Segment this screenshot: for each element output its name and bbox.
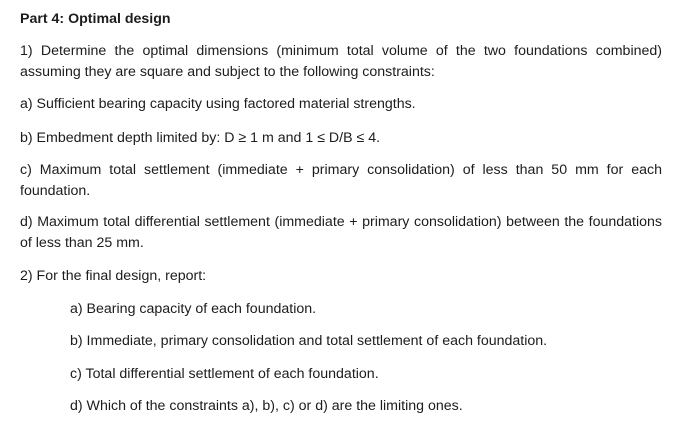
constraint-b: b) Embedment depth limited by: D ≥ 1 m and 1 ≤ D/B ≤ 4. <box>20 130 381 146</box>
question-2-intro: 2) For the final design, report: <box>20 268 207 284</box>
report-item-d: d) Which of the constraints a), b), c) or d) are the limiting ones. <box>70 398 463 414</box>
report-item-b: b) Immediate, primary consolidation and total settlement of each foundation. <box>70 333 548 349</box>
section-heading: Part 4: Optimal design <box>20 11 171 27</box>
constraint-a: a) Sufficient bearing capacity using factored material strengths. <box>20 96 416 112</box>
constraint-d: d) Maximum total differential settlement (immediate + primary consolidation) between the foundations of less than 25 mm. <box>20 214 662 251</box>
constraint-c: c) Maximum total settlement (immediate + primary consolidation) of less than 50 mm for each foundation. <box>20 162 662 199</box>
report-item-a: a) Bearing capacity of each foundation. <box>70 301 317 317</box>
question-1-intro: 1) Determine the optimal dimensions (minimum total volume of the two foundations combined) assuming they are square and subject to the following constraints: <box>20 43 662 80</box>
report-item-c: c) Total differential settlement of each foundation. <box>70 366 379 382</box>
